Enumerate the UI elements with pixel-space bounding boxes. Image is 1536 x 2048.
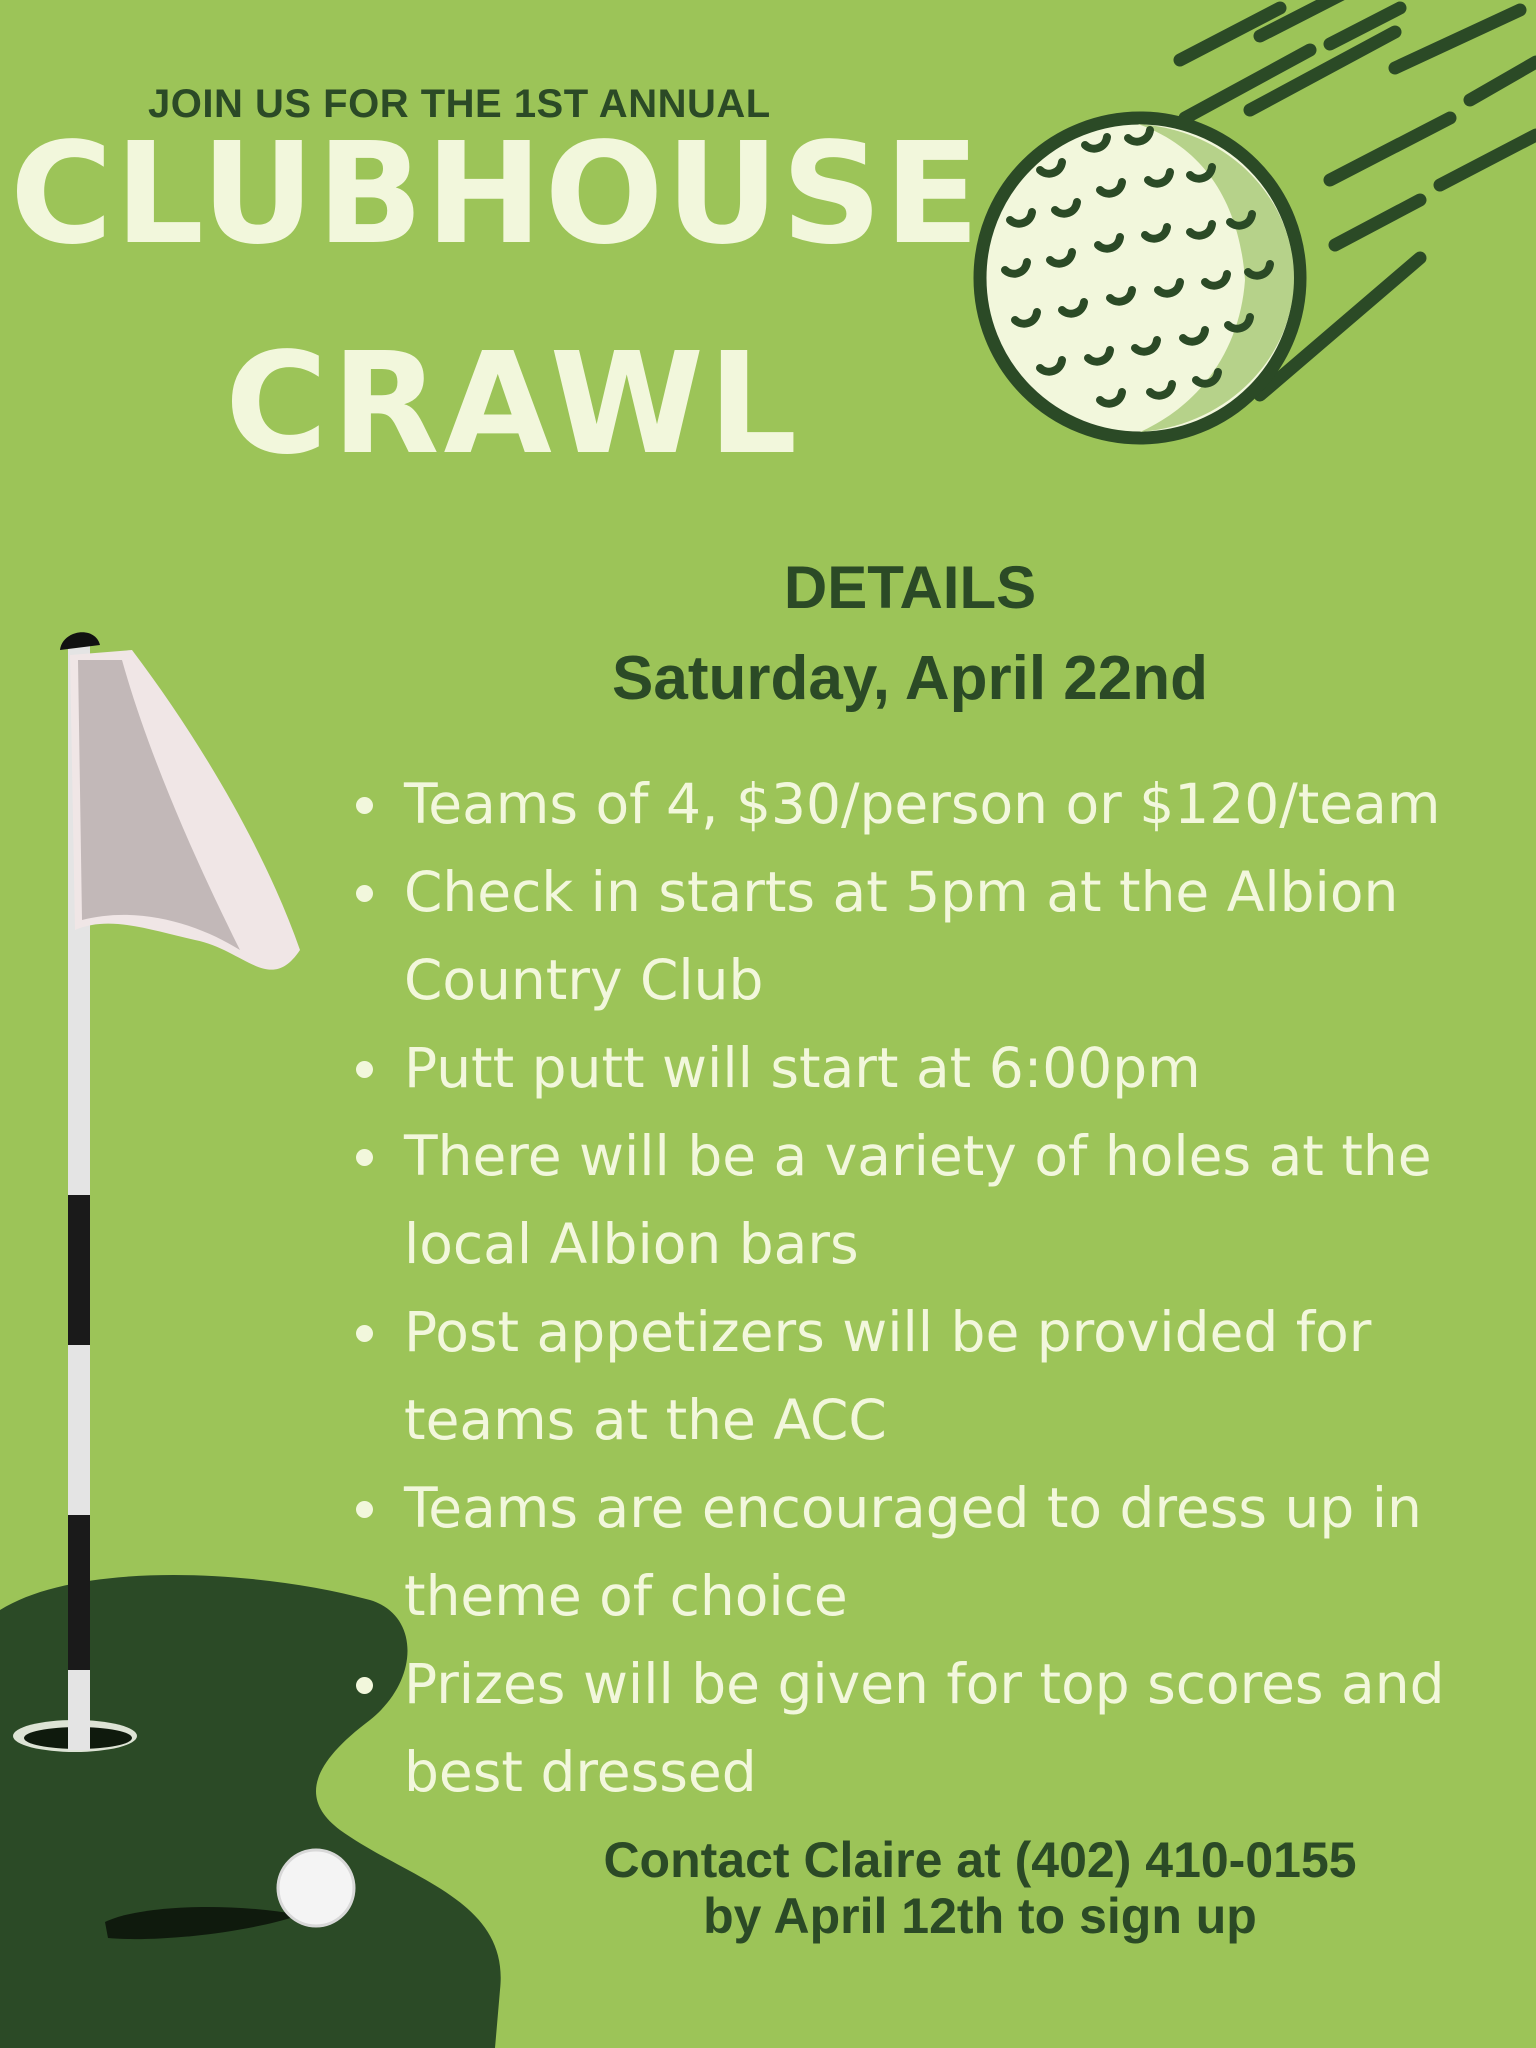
list-item: Teams are encouraged to dress up in theme of choice: [350, 1464, 1520, 1640]
list-item: There will be a variety of holes at the local Albion bars: [350, 1112, 1520, 1288]
list-item: Post appetizers will be provided for teams at the ACC: [350, 1288, 1520, 1464]
list-item: Teams of 4, $30/person or $120/team: [350, 760, 1520, 848]
kicker-text: JOIN US FOR THE 1ST ANNUAL: [148, 82, 771, 126]
list-item: Putt putt will start at 6:00pm: [350, 1024, 1520, 1112]
title-line-1: CLUBHOUSE: [10, 113, 982, 276]
contact-line-2: by April 12th to sign up: [703, 1888, 1257, 1944]
list-item: Check in starts at 5pm at the Albion Country Club: [350, 848, 1520, 1024]
event-date: Saturday, April 22nd: [611, 644, 1209, 713]
details-list: [350, 760, 1520, 1816]
details-heading: DETAILS: [783, 554, 1037, 621]
title-line-2: CRAWL: [225, 323, 802, 486]
contact-info: [480, 1832, 1480, 1944]
contact-line-1: Contact Claire at (402) 410-0155: [603, 1832, 1357, 1888]
list-item: Prizes will be given for top scores and best dressed: [350, 1640, 1520, 1816]
